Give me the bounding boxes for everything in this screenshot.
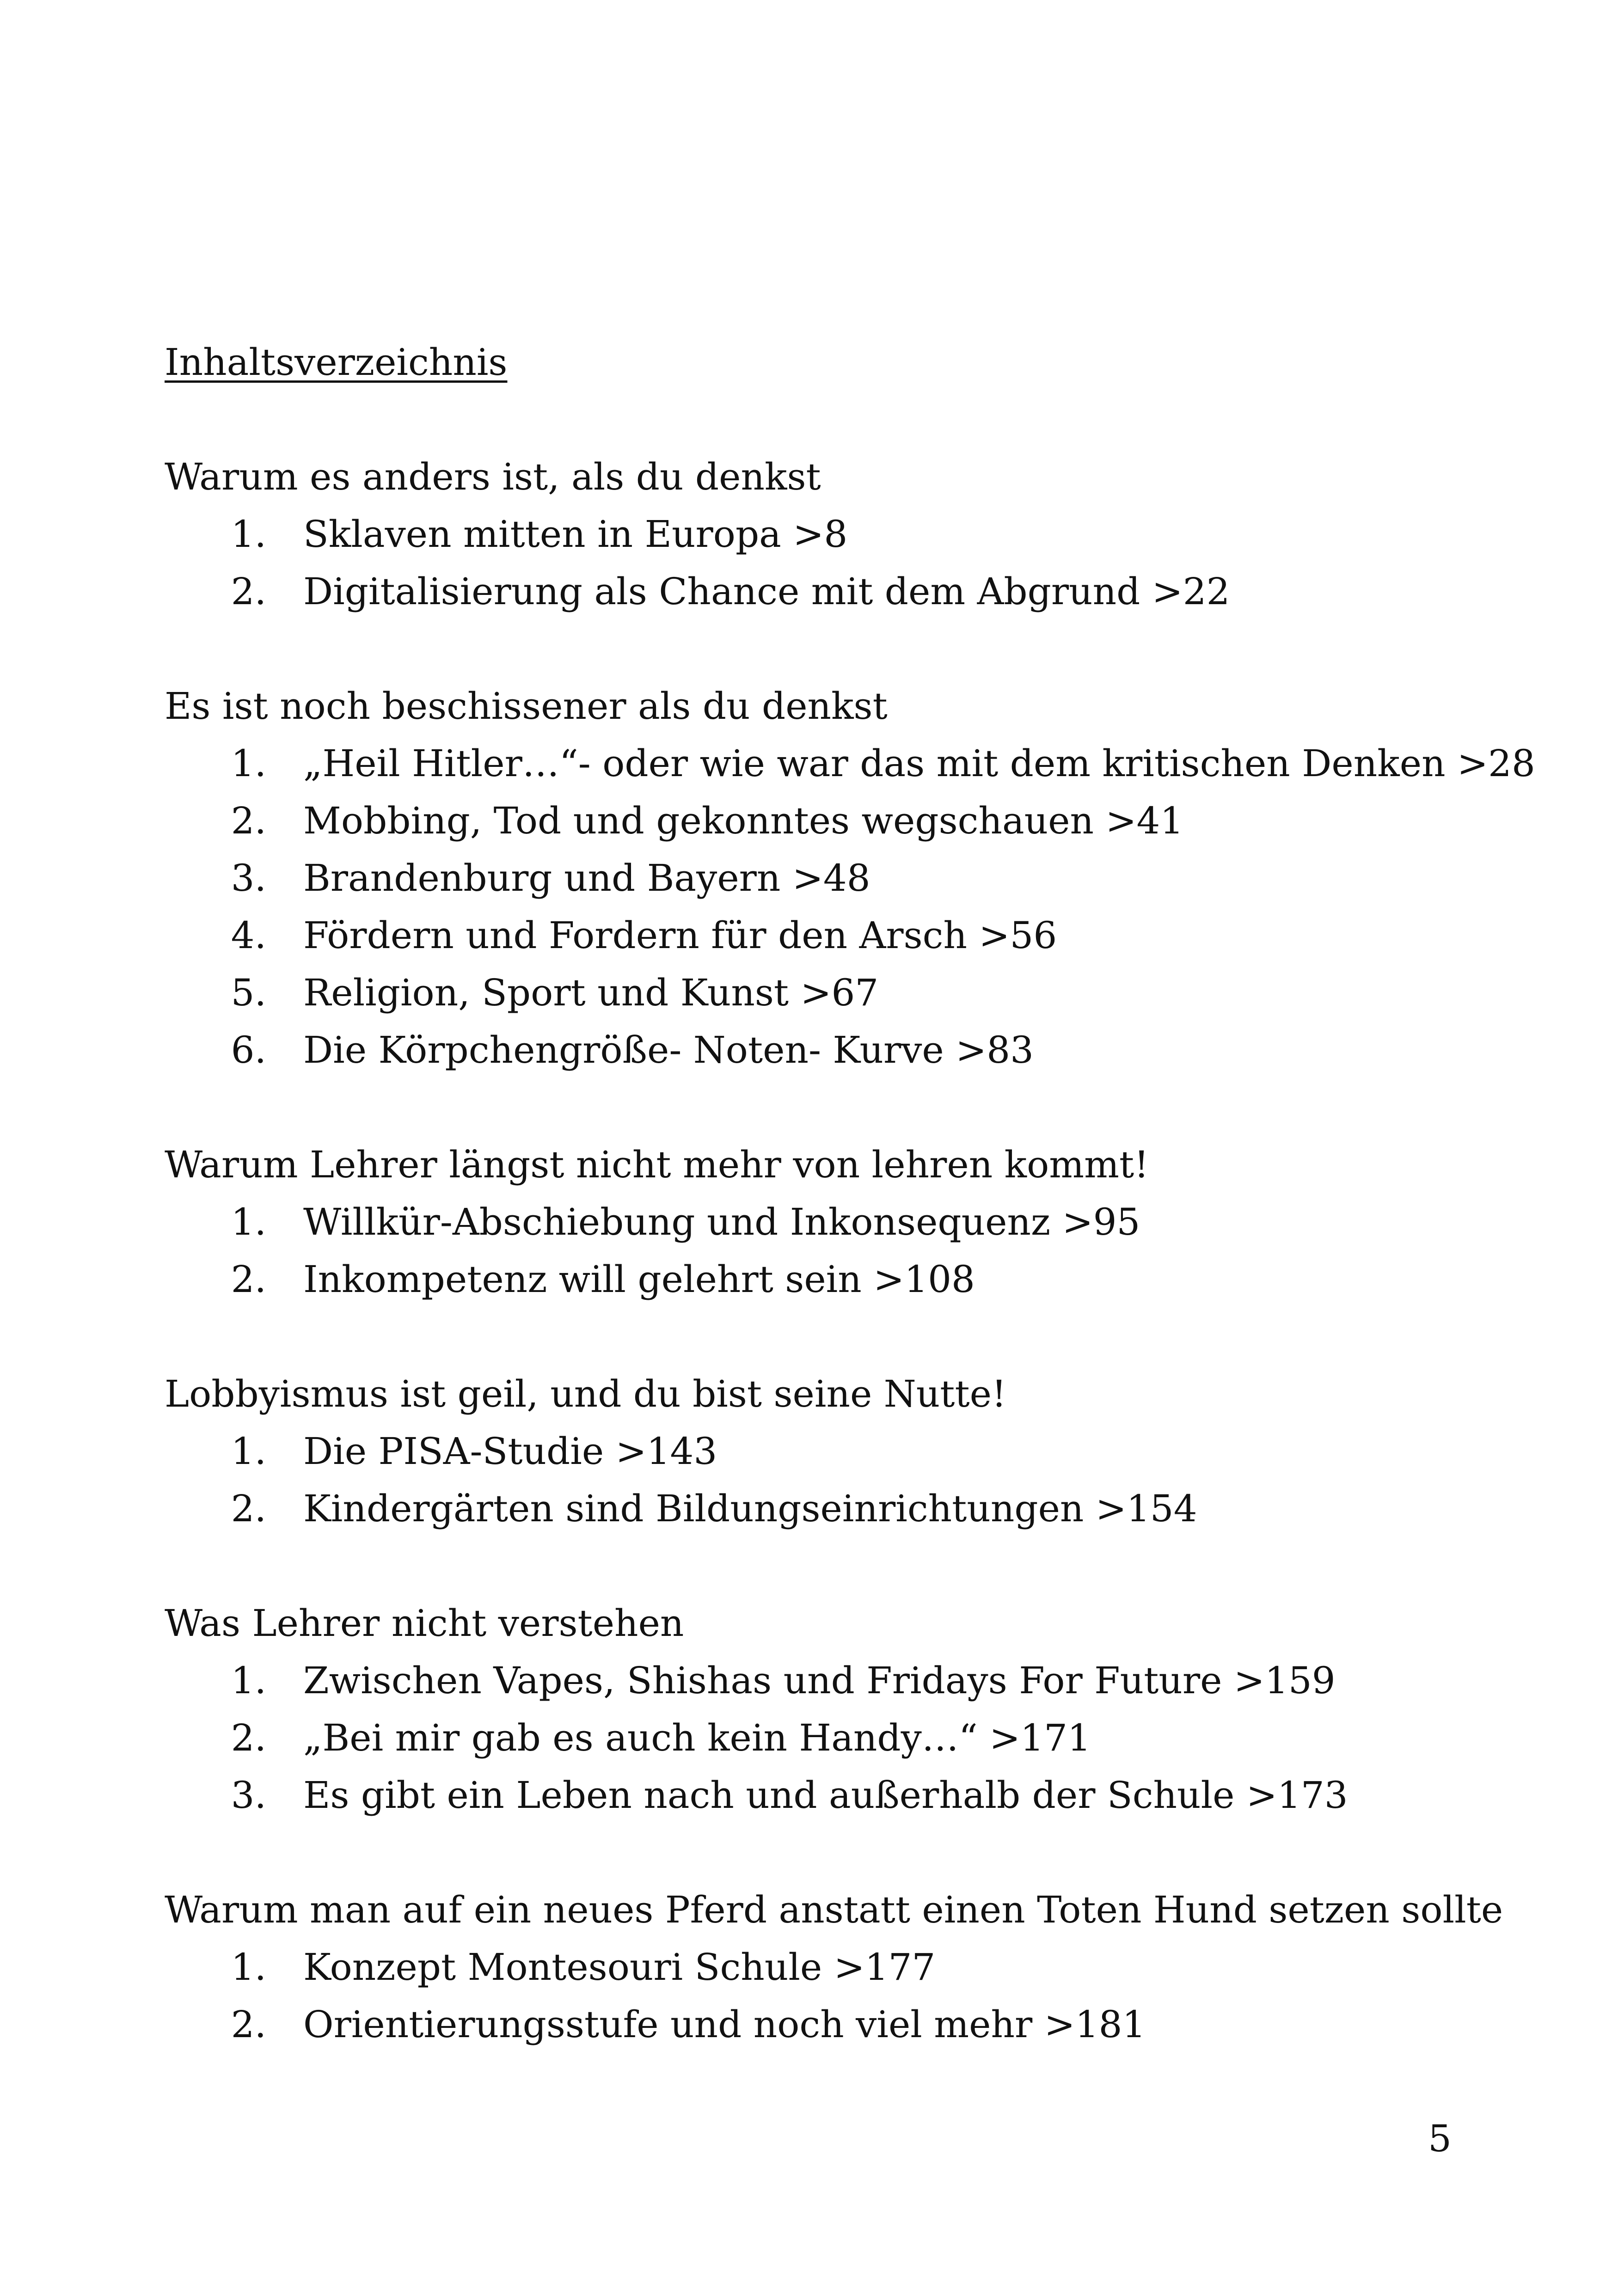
toc-entry [165, 1480, 1551, 1537]
toc-section [165, 1595, 1551, 1824]
entry-text: Mobbing, Tod und gekonntes wegschauen >41 [303, 799, 1184, 842]
toc-entry [165, 792, 1551, 850]
entry-number: 1. [231, 1430, 266, 1473]
toc-entry [165, 1423, 1551, 1480]
entry-number: 6. [231, 1029, 266, 1071]
entry-text: Digitalisierung als Chance mit dem Abgrund >22 [303, 570, 1230, 613]
toc-section [165, 1365, 1551, 1537]
entry-number: 1. [231, 1200, 266, 1243]
section-heading: Was Lehrer nicht verstehen [165, 1602, 684, 1645]
entry-number: 4. [231, 914, 266, 957]
entry-text: Kindergärten sind Bildungseinrichtungen >154 [303, 1487, 1197, 1530]
entry-text: Sklaven mitten in Europa >8 [303, 513, 848, 556]
toc-entry [165, 563, 1551, 620]
section-entries [165, 1194, 1551, 1308]
entry-text: Die PISA-Studie >143 [303, 1430, 717, 1473]
section-entries [165, 506, 1551, 620]
entry-number: 2. [231, 799, 266, 842]
section-heading: Es ist noch beschissener als du denkst [165, 685, 888, 728]
entry-number: 2. [231, 1258, 266, 1301]
section-heading: Lobbyismus ist geil, und du bist seine Nutte! [165, 1372, 1007, 1415]
toc-entry [165, 506, 1551, 563]
section-entries [165, 1652, 1551, 1824]
toc-entry [165, 907, 1551, 964]
entry-text: Brandenburg und Bayern >48 [303, 857, 870, 900]
section-heading: Warum Lehrer längst nicht mehr von lehren kommt! [165, 1143, 1149, 1186]
entry-number: 3. [231, 857, 266, 900]
entry-text: Konzept Montesouri Schule >177 [303, 1946, 936, 1989]
entry-number: 1. [231, 742, 266, 785]
entry-text: Zwischen Vapes, Shishas und Fridays For Future >159 [303, 1659, 1336, 1702]
entry-number: 1. [231, 1946, 266, 1989]
section-entries [165, 735, 1551, 1079]
toc-entry [165, 1251, 1551, 1308]
toc-section [165, 678, 1551, 1079]
toc-section [165, 1881, 1551, 2053]
toc-sections [165, 448, 1551, 2111]
entry-text: Es gibt ein Leben nach und außerhalb der Schule >173 [303, 1774, 1348, 1817]
entry-number: 3. [231, 1774, 266, 1817]
toc-entry [165, 850, 1551, 907]
entry-number: 2. [231, 1716, 266, 1759]
section-entries [165, 1423, 1551, 1537]
toc-section [165, 1136, 1551, 1308]
section-heading: Warum es anders ist, als du denkst [165, 455, 821, 498]
entry-number: 1. [231, 513, 266, 556]
entry-number: 5. [231, 971, 266, 1014]
entry-text: Fördern und Fordern für den Arsch >56 [303, 914, 1057, 957]
toc-title: Inhaltsverzeichnis [165, 341, 508, 384]
entry-text: „Bei mir gab es auch kein Handy…“ >171 [303, 1716, 1091, 1759]
entry-number: 2. [231, 1487, 266, 1530]
toc-entry [165, 1652, 1551, 1709]
entry-text: Religion, Sport und Kunst >67 [303, 971, 879, 1014]
entry-text: Die Körpchengröße- Noten- Kurve >83 [303, 1029, 1034, 1071]
toc-entry [165, 1022, 1551, 1079]
entry-text: Inkompetenz will gelehrt sein >108 [303, 1258, 975, 1301]
toc-entry [165, 1939, 1551, 1996]
toc-entry [165, 1996, 1551, 2053]
section-heading: Warum man auf ein neues Pferd anstatt einen Toten Hund setzen sollte [165, 1888, 1503, 1931]
entry-number: 2. [231, 570, 266, 613]
toc-entry [165, 1767, 1551, 1824]
toc-entry [165, 1709, 1551, 1767]
toc-entry [165, 1194, 1551, 1251]
toc-section [165, 448, 1551, 620]
page-number: 5 [1428, 2117, 1452, 2160]
toc-entry [165, 735, 1551, 792]
entry-number: 2. [231, 2003, 266, 2046]
entry-text: „Heil Hitler…“- oder wie war das mit dem kritischen Denken >28 [303, 742, 1535, 785]
entry-text: Orientierungsstufe und noch viel mehr >181 [303, 2003, 1146, 2046]
toc-entry [165, 964, 1551, 1022]
entry-text: Willkür-Abschiebung und Inkonsequenz >95 [303, 1200, 1140, 1243]
entry-number: 1. [231, 1659, 266, 1702]
section-entries [165, 1939, 1551, 2053]
